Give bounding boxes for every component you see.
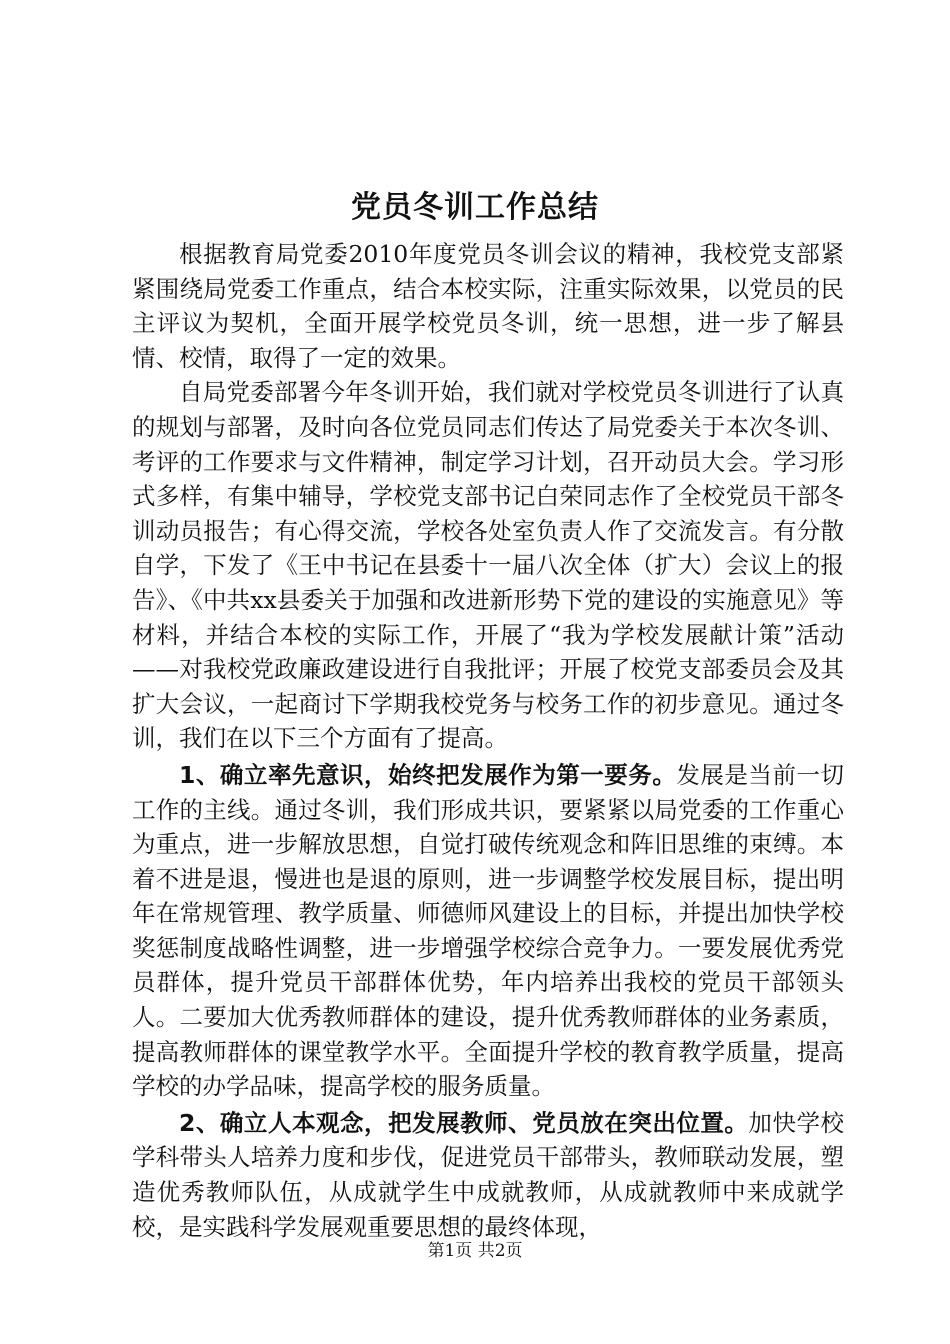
point-heading: 1、确立率先意识，始终把发展作为第一要务。 <box>179 760 677 789</box>
paragraph-intro <box>132 237 844 375</box>
paragraph-text: 根据教育局党委2010年度党员冬训会议的精神，我校党支部紧紧围绕局党委工作重点，结合本校实际，注重实际效果，以党员的民主评议为契机，全面开展学校党员冬训，统一思想，进一步了解县情、校情，取得了一定的效果。 <box>132 240 844 372</box>
paragraph-text: 自局党委部署今年冬训开始，我们就对学校党员冬训进行了认真的规划与部署，及时向各位党员同志们传达了局党委关于本次冬训、考评的工作要求与文件精神，制定学习计划，召开动员大会。学习形式多样，有集中辅导，学校党支部书记白荣同志作了全校党员干部冬训动员报告；有心得交流，学校各处室负责人作了交流发言。有分散自学，下发了《王中书记在县委十一届八次全体（扩大）会议上的报告》、《中共xx县委关于加强和改进新形势下党的建设的实施意见》等材料，并结合本校的实际工作，开展了“我为学校发展献计策”活动——对我校党政廉政建设进行自我批评；开展了校党支部委员会及其扩大会议，一起商讨下学期我校党务与校务工作的初步意见。通过冬训，我们在以下三个方面有了提高。 <box>132 378 844 753</box>
paragraph-point-2 <box>132 1106 844 1244</box>
page-number-footer: 第1页 共2页 <box>427 1241 523 1261</box>
paragraph-training-process <box>132 375 844 756</box>
document-title: 党员冬训工作总结 <box>351 190 599 225</box>
point-heading: 2、确立人本观念，把发展教师、党员放在突出位置。 <box>179 1108 749 1137</box>
paragraph-point-1 <box>132 758 844 1104</box>
paragraph-text: 发展是当前一切工作的主线。通过冬训，我们形成共识，要紧紧以局党委的工作重心为重点，进一步解放思想，自觉打破传统观念和阵旧思维的束缚。本着不进是退，慢进也是退的原则，进一步调整学校发展目标，提出明年在常规管理、教学质量、师德师风建设上的目标，并提出加快学校奖惩制度战略性调整，进一步增强学校综合竞争力。一要发展优秀党员群体，提升党员干部群体优势，年内培养出我校的党员干部领头人。二要加大优秀教师群体的建设，提升优秀教师群体的业务素质，提高教师群体的课堂教学水平。全面提升学校的教育教学质量，提高学校的办学品味，提高学校的服务质量。 <box>132 760 845 1101</box>
paragraph-text: 加快学校学科带头人培养力度和步伐，促进党员干部带头，教师联动发展，塑造优秀教师队伍，从成就学生中成就教师，从成就教师中来成就学校，是实践科学发展观重要思想的最终体现， <box>132 1108 844 1241</box>
document-body <box>132 237 844 1244</box>
